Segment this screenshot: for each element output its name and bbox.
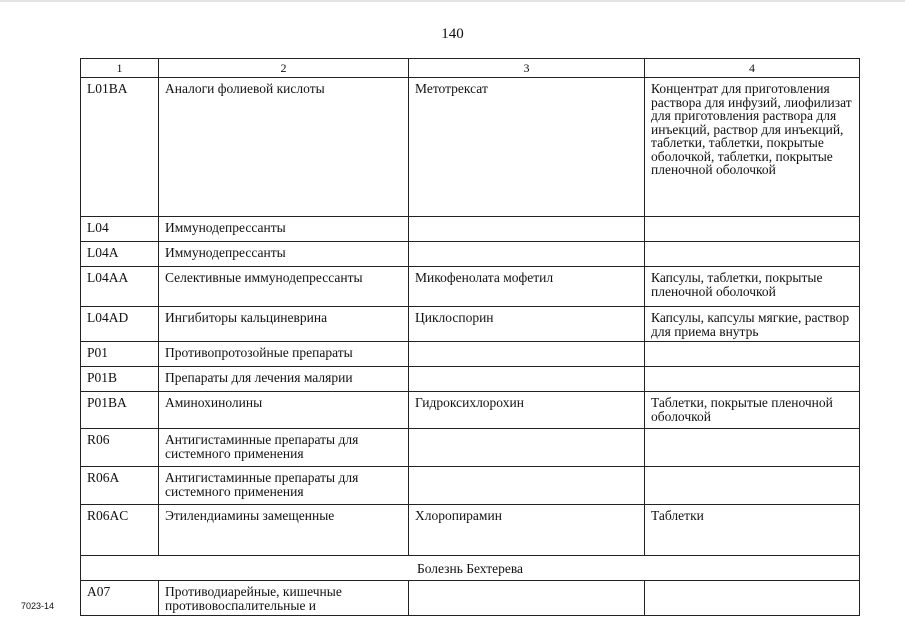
atc-code-cell: L04AA: [81, 267, 159, 307]
section-title: Болезнь Бехтерева: [81, 556, 860, 581]
drug-cell: [409, 367, 645, 392]
table-row: [81, 392, 860, 429]
dosage-form-cell: Таблетки: [645, 505, 860, 556]
group-cell: Ингибиторы кальциневрина: [159, 307, 409, 342]
atc-code-cell: A07: [81, 581, 159, 616]
drug-cell: Гидроксихлорохин: [409, 392, 645, 429]
table-row: [81, 429, 860, 467]
group-cell: Антигистаминные препараты для системного применения: [159, 467, 409, 505]
group-cell: Препараты для лечения малярии: [159, 367, 409, 392]
dosage-form-cell: Капсулы, таблетки, покрытые пленочной оболочкой: [645, 267, 860, 307]
group-cell: Иммунодепрессанты: [159, 242, 409, 267]
drug-cell: Хлоропирамин: [409, 505, 645, 556]
dosage-form-cell: Концентрат для приготовления раствора для инфузий, лиофилизат для приготовления раствора для инъекций, раствор для инъекций, таблетки, таблетки, покрытые оболочкой, таблетки, покрытые пленочной оболочкой: [645, 78, 860, 217]
atc-code-cell: P01BA: [81, 392, 159, 429]
column-header: 2: [159, 59, 409, 78]
column-header: 1: [81, 59, 159, 78]
table-row: [81, 78, 860, 217]
drug-cell: [409, 342, 645, 367]
dosage-form-cell: [645, 581, 860, 616]
drug-cell: [409, 467, 645, 505]
atc-code-cell: P01B: [81, 367, 159, 392]
table-row: [81, 367, 860, 392]
atc-code-cell: L04: [81, 217, 159, 242]
atc-code-cell: L01BA: [81, 78, 159, 217]
group-cell: Аналоги фолиевой кислоты: [159, 78, 409, 217]
group-cell: Противодиарейные, кишечные противовоспалительные и: [159, 581, 409, 616]
drug-cell: [409, 429, 645, 467]
group-cell: Иммунодепрессанты: [159, 217, 409, 242]
drug-classification-table: [80, 58, 860, 616]
dosage-form-cell: [645, 429, 860, 467]
section-header-row: [81, 556, 860, 581]
table-row: [81, 307, 860, 342]
drug-cell: Метотрексат: [409, 78, 645, 217]
table-header-row: [81, 59, 860, 78]
column-header: 4: [645, 59, 860, 78]
dosage-form-cell: [645, 242, 860, 267]
table-row: [81, 267, 860, 307]
dosage-form-cell: [645, 342, 860, 367]
atc-code-cell: R06AC: [81, 505, 159, 556]
column-header: 3: [409, 59, 645, 78]
group-cell: Селективные иммунодепрессанты: [159, 267, 409, 307]
atc-code-cell: P01: [81, 342, 159, 367]
group-cell: Аминохинолины: [159, 392, 409, 429]
table-row: [81, 581, 860, 616]
drug-cell: [409, 217, 645, 242]
top-border-line: [0, 0, 905, 2]
table-row: [81, 242, 860, 267]
atc-code-cell: L04A: [81, 242, 159, 267]
dosage-form-cell: [645, 217, 860, 242]
page-number: 140: [441, 26, 464, 42]
group-cell: Этилендиамины замещенные: [159, 505, 409, 556]
dosage-form-cell: [645, 467, 860, 505]
dosage-form-cell: Таблетки, покрытые пленочной оболочкой: [645, 392, 860, 429]
group-cell: Антигистаминные препараты для системного применения: [159, 429, 409, 467]
table-row: [81, 342, 860, 367]
drug-cell: Микофенолата мофетил: [409, 267, 645, 307]
drug-cell: [409, 242, 645, 267]
atc-code-cell: L04AD: [81, 307, 159, 342]
atc-code-cell: R06: [81, 429, 159, 467]
table-row: [81, 467, 860, 505]
atc-code-cell: R06A: [81, 467, 159, 505]
dosage-form-cell: Капсулы, капсулы мягкие, раствор для приема внутрь: [645, 307, 860, 342]
table-row: [81, 505, 860, 556]
document-code: 7023-14: [21, 601, 55, 611]
drug-cell: Циклоспорин: [409, 307, 645, 342]
table-row: [81, 217, 860, 242]
dosage-form-cell: [645, 367, 860, 392]
drug-cell: [409, 581, 645, 616]
group-cell: Противопротозойные препараты: [159, 342, 409, 367]
